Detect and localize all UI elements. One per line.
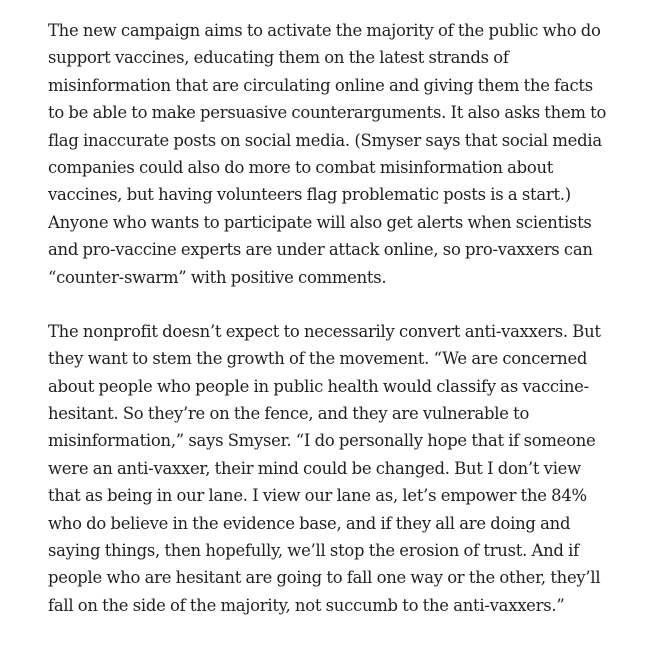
text-line: that as being in our lane. I view our lane as, let’s empower the 84% — [48, 486, 587, 506]
text-line: they want to stem the growth of the movement. “We are concerned — [48, 349, 588, 369]
text-line: misinformation,” says Smyser. “I do personally hope that if someone — [48, 431, 596, 451]
text-line: saying things, then hopefully, we’ll stop the erosion of trust. And if — [48, 541, 579, 561]
text-line: flag inaccurate posts on social media. (Smyser says that social media — [48, 130, 602, 150]
text-line: vaccines, but having volunteers flag problematic posts is a start.) — [48, 185, 571, 205]
paragraph-spacer — [48, 291, 633, 318]
text-line: The new campaign aims to activate the majority of the public who do — [48, 21, 601, 40]
text-line: were an anti-vaxxer, their mind could be changed. But I don’t view — [48, 458, 581, 478]
paragraph-campaign — [48, 17, 633, 291]
text-line: misinformation that are circulating online and giving them the facts — [48, 75, 593, 95]
text-line: support vaccines, educating them on the latest strands of — [48, 48, 509, 68]
paragraph-nonprofit — [48, 318, 633, 619]
text-line: Anyone who wants to participate will also get alerts when scientists — [48, 212, 592, 232]
text-line: hesitant. So they’re on the fence, and they are vulnerable to — [48, 404, 530, 424]
text-line: to be able to make persuasive counterarguments. It also asks them to — [48, 103, 607, 123]
article-body — [48, 17, 633, 619]
text-line: companies could also do more to combat misinformation about — [48, 157, 554, 177]
text-line: who do believe in the evidence base, and if they all are doing and — [48, 513, 571, 533]
text-line: and pro-vaccine experts are under attack online, so pro-vaxxers can — [48, 240, 593, 260]
text-line: “counter-swarm” with positive comments. — [48, 267, 387, 287]
text-line: about people who people in public health would classify as vaccine- — [48, 376, 589, 396]
text-line: The nonprofit doesn’t expect to necessarily convert anti-vaxxers. But — [48, 321, 601, 341]
text-line: people who are hesitant are going to fall one way or the other, they’ll — [48, 568, 601, 588]
text-line: fall on the side of the majority, not succumb to the anti-vaxxers.” — [48, 595, 565, 615]
